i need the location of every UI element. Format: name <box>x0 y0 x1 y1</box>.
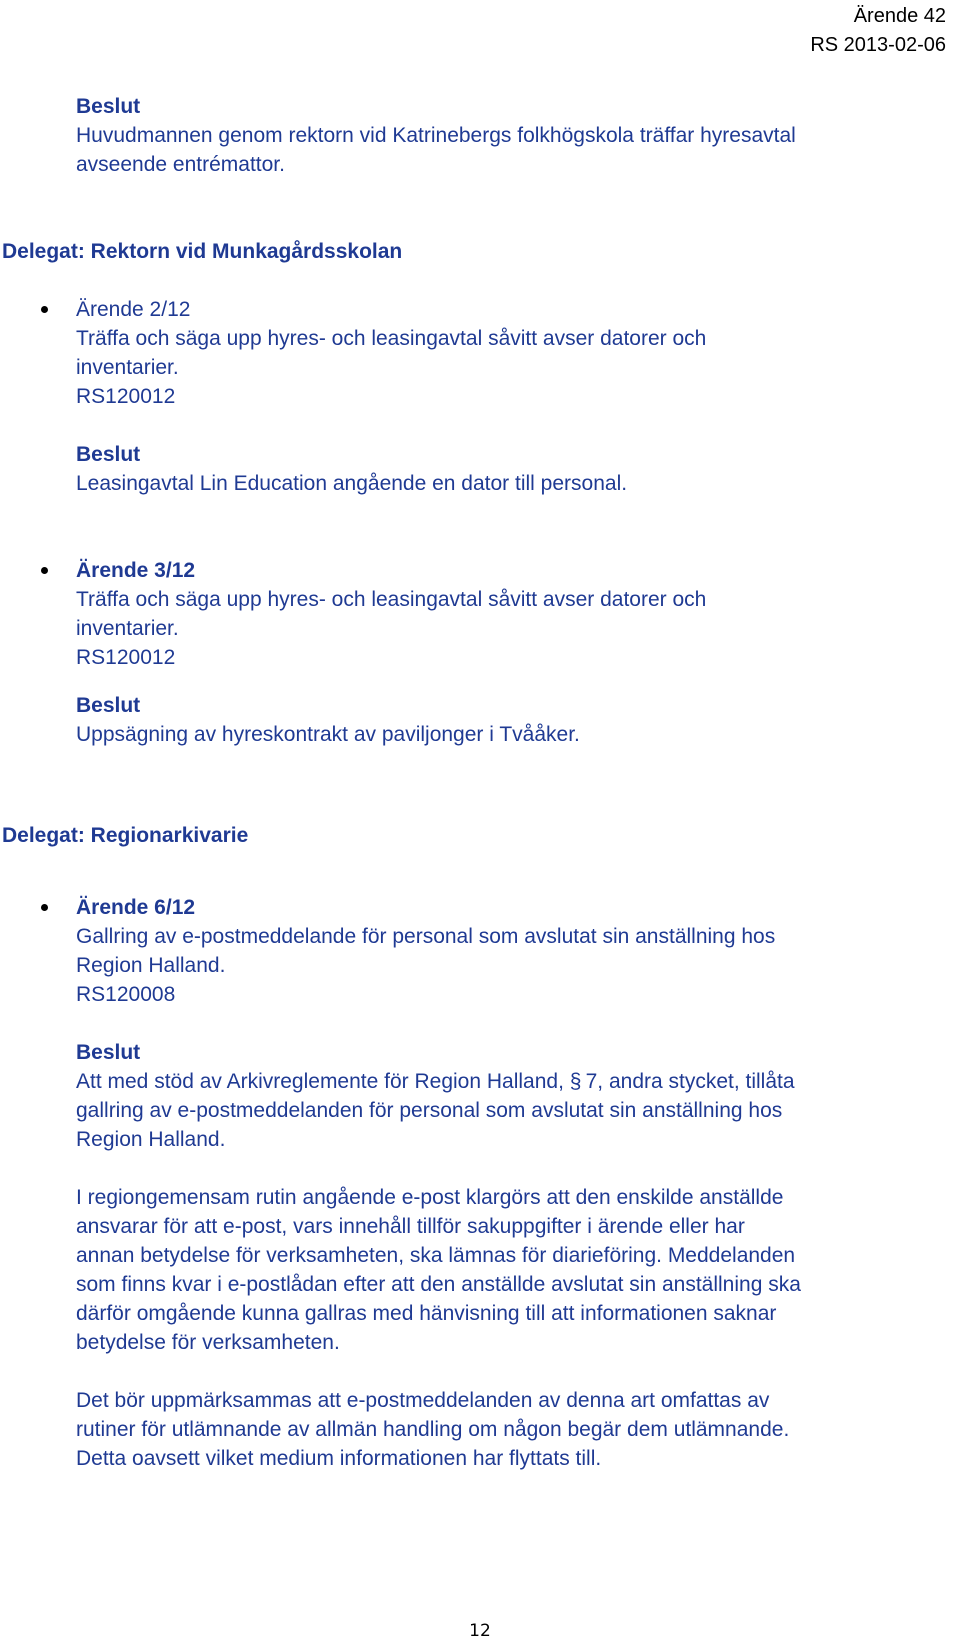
case-number: Ärende 2/12 <box>76 298 191 321</box>
document-body <box>0 92 940 1473</box>
case-decision-line3: Region Halland. <box>76 1128 226 1151</box>
case-reference: RS120012 <box>76 646 176 669</box>
case-item-3-12 <box>0 556 940 749</box>
case-reference: RS120012 <box>76 385 176 408</box>
paragraph-line: betydelse för verksamheten. <box>76 1331 340 1354</box>
case-description-line1: Gallring av e-postmeddelande för personal som avslutat sin anställning hos <box>76 925 776 948</box>
explanation-paragraph-1 <box>76 1183 940 1357</box>
case-description-line2: inventarier. <box>76 356 179 379</box>
header-case-label: Ärende 42 <box>853 5 946 27</box>
case-description-line1: Träffa och säga upp hyres- och leasingavtal såvitt avser datorer och <box>76 588 707 611</box>
paragraph-line: I regiongemensam rutin angående e-post klargörs att den enskilde anställde <box>76 1186 784 1209</box>
case-decision-heading: Beslut <box>76 694 141 717</box>
paragraph-line: annan betydelse för verksamheten, ska lämnas för diarieföring. Meddelanden <box>76 1244 796 1267</box>
page-number: 12 <box>469 1621 491 1641</box>
case-item-6-12 <box>0 893 940 1473</box>
decision-line1-end: 7, andra stycket, tillåta <box>585 1070 795 1093</box>
bullet-dot-icon <box>41 306 48 313</box>
section-heading-archivist: Delegat: Regionarkivarie <box>2 824 249 847</box>
header-date: RS 2013-02-06 <box>810 34 946 56</box>
case-decision-heading: Beslut <box>76 1041 141 1064</box>
case-description-line2: inventarier. <box>76 617 179 640</box>
section-heading-munkagard: Delegat: Rektorn vid Munkagårdsskolan <box>2 240 403 263</box>
case-item-2-12 <box>0 295 940 498</box>
case-decision-text: Uppsägning av hyreskontrakt av paviljonger i Tvååker. <box>76 723 580 746</box>
intro-decision-text-line1: Huvudmannen genom rektorn vid Katrinebergs folkhögskola träffar hyresavtal <box>76 124 796 147</box>
paragraph-line: Det bör uppmärksammas att e-postmeddelanden av denna art omfattas av <box>76 1389 770 1412</box>
paragraph-line: Detta oavsett vilket medium informationen har flyttats till. <box>76 1447 602 1470</box>
case-number: Ärende 3/12 <box>76 559 196 582</box>
intro-decision-text-line2: avseende entrémattor. <box>76 153 285 176</box>
paragraph-line: som finns kvar i e-postlådan efter att den anställde avslutat sin anställning ska <box>76 1273 801 1296</box>
case-decision-text: Leasingavtal Lin Education angående en dator till personal. <box>76 472 628 495</box>
case-decision-line1 <box>76 1067 940 1096</box>
explanation-paragraph-2 <box>76 1386 940 1473</box>
case-reference: RS120008 <box>76 983 176 1006</box>
decision-line1-start: Att med stöd av Arkivreglemente för Region Halland, <box>76 1070 564 1093</box>
case-number: Ärende 6/12 <box>76 896 196 919</box>
paragraph-line: ansvarar för att e-post, vars innehåll tillför sakuppgifter i ärende eller har <box>76 1215 745 1238</box>
intro-decision <box>0 92 940 179</box>
page-header <box>810 2 946 60</box>
case-description-line2: Region Halland. <box>76 954 226 977</box>
case-decision-line2: gallring av e-postmeddelanden för personal som avslutat sin anställning hos <box>76 1099 783 1122</box>
section-symbol: § <box>569 1070 582 1093</box>
bullet-dot-icon <box>41 904 48 911</box>
case-description-line1: Träffa och säga upp hyres- och leasingavtal såvitt avser datorer och <box>76 327 707 350</box>
paragraph-line: därför omgående kunna gallras med hänvisning till att informationen saknar <box>76 1302 777 1325</box>
paragraph-line: rutiner för utlämnande av allmän handling om någon begär dem utlämnande. <box>76 1418 790 1441</box>
intro-decision-heading: Beslut <box>76 95 141 118</box>
case-decision-heading: Beslut <box>76 443 141 466</box>
bullet-dot-icon <box>41 567 48 574</box>
